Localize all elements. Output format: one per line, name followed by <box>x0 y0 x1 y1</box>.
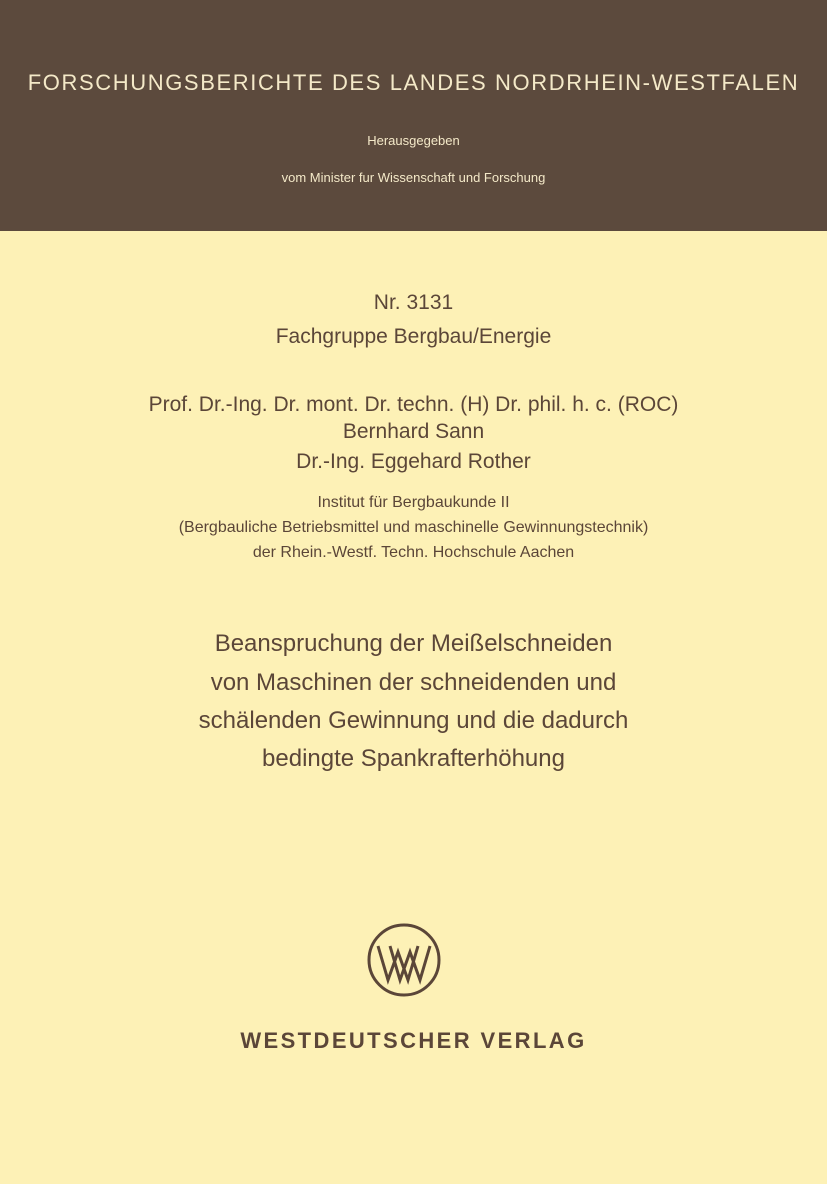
series-header <box>0 0 827 231</box>
institute-line-1: Institut für Bergbaukunde II <box>317 494 510 511</box>
ww-circle-logo-icon <box>366 922 442 998</box>
author-titles: Prof. Dr.-Ing. Dr. mont. Dr. techn. (H) Dr. phil. h. c. (ROC) <box>148 393 679 416</box>
editor-line-2: vom Minister fur Wissenschaft und Forschung <box>281 170 546 185</box>
book-title-line-1: Beanspruchung der Meißelschneiden <box>214 630 613 657</box>
report-number: Nr. 3131 <box>373 291 454 314</box>
series-title: FORSCHUNGSBERICHTE DES LANDES NORDRHEIN-WESTFALEN <box>27 70 800 95</box>
report-group: Fachgruppe Bergbau/Energie <box>275 325 552 348</box>
author-1: Bernhard Sann <box>342 420 485 443</box>
book-title-line-4: bedingte Spankrafterhöhung <box>262 745 565 772</box>
author-2: Dr.-Ing. Eggehard Rother <box>296 450 531 473</box>
institute-line-3: der Rhein.-Westf. Techn. Hochschule Aachen <box>252 544 575 561</box>
editor-line-1: Herausgegeben <box>367 133 460 148</box>
book-title-line-2: von Maschinen der schneidenden und <box>210 669 617 696</box>
institute-line-2: (Bergbauliche Betriebsmittel und maschinelle Gewinnungstechnik) <box>178 519 649 536</box>
book-title-line-3: schälenden Gewinnung und die dadurch <box>198 707 629 734</box>
publisher-name: WESTDEUTSCHER VERLAG <box>240 1028 587 1053</box>
